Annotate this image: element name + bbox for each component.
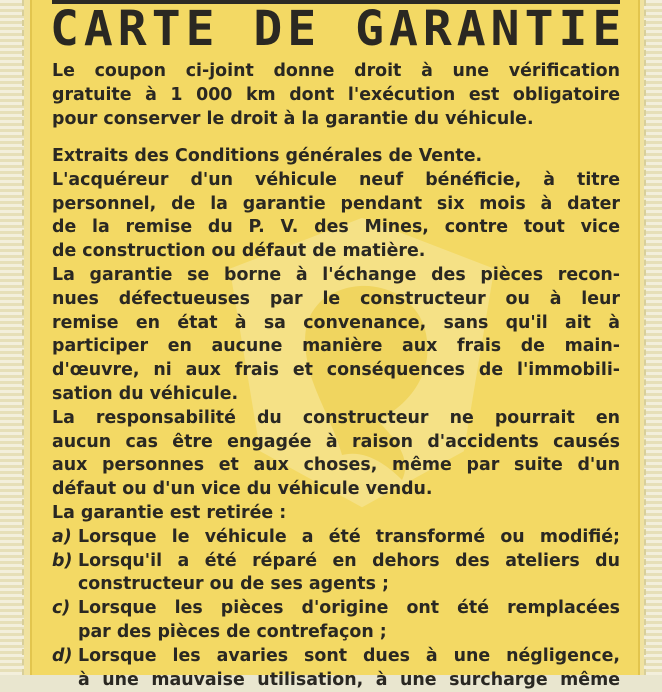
para1-line: de construction ou défaut de matière. — [52, 241, 426, 262]
para3-line: aucun cas être engagée à raison d'accidents causés — [52, 431, 620, 452]
retiree-line: La garantie est retirée : — [52, 502, 287, 523]
item-line: Lorsqu'il a été réparé en dehors des ateliers du — [78, 550, 620, 571]
item-line: Lorsque les avaries sont dues à une négligence, — [78, 645, 620, 666]
page-title: CARTE DE GARANTIE — [50, 1, 627, 57]
intro-paragraph — [52, 60, 620, 131]
para1-line: L'acquéreur d'un véhicule neuf bénéficie, à titre — [52, 169, 620, 190]
conditions-section — [52, 145, 620, 692]
item-line: Lorsque les pièces d'origine ont été remplacées — [78, 598, 620, 619]
intro-line: gratuite à 1 000 km dont l'exécution est obligatoire — [52, 84, 620, 105]
para3-line: défaut ou d'un vice du véhicule vendu. — [52, 479, 433, 500]
para3-line: La responsabilité du constructeur ne pourrait en — [52, 407, 620, 428]
list-item — [52, 550, 620, 598]
item-label: d) — [52, 645, 73, 666]
perforated-edge-left — [0, 0, 24, 675]
perforated-edge-right — [644, 0, 662, 675]
para2-line: sation du véhicule. — [52, 383, 239, 404]
section-heading: Extraits des Conditions générales de Vente. — [52, 146, 483, 166]
list-item — [52, 645, 620, 692]
para1-line: personnel, de la garantie pendant six mois à dater — [52, 193, 620, 214]
para2-line: La garantie se borne à l'échange des pièces recon- — [52, 264, 620, 285]
para2-line: remise en état à sa convenance, sans qu'il ait à — [52, 312, 620, 333]
intro-line: Le coupon ci-joint donne droit à une vérification — [52, 61, 620, 81]
item-label: b) — [52, 550, 73, 571]
para1-line: de la remise du P. V. des Mines, contre tout vice — [52, 217, 620, 238]
item-label: a) — [52, 526, 72, 547]
warranty-card — [30, 0, 640, 690]
item-line: à une mauvaise utilisation, à une surcharge même — [78, 669, 620, 690]
para2-line: d'œuvre, ni aux frais et conséquences de l'immobili- — [52, 360, 620, 381]
list-item — [52, 526, 620, 550]
item-line: constructeur ou de ses agents ; — [78, 574, 389, 595]
item-label: c) — [52, 598, 71, 619]
item-line: Lorsque le véhicule a été transformé ou modifié; — [78, 526, 620, 547]
intro-line: pour conserver le droit à la garantie du véhicule. — [52, 108, 534, 129]
para2-line: participer en aucune manière aux frais de main- — [52, 336, 620, 357]
para3-line: aux personnes et aux choses, même par suite d'un — [52, 455, 620, 476]
list-item — [52, 597, 620, 645]
item-line: par des pièces de contrefaçon ; — [78, 621, 387, 642]
para2-line: nues défectueuses par le constructeur ou à leur — [52, 288, 620, 309]
